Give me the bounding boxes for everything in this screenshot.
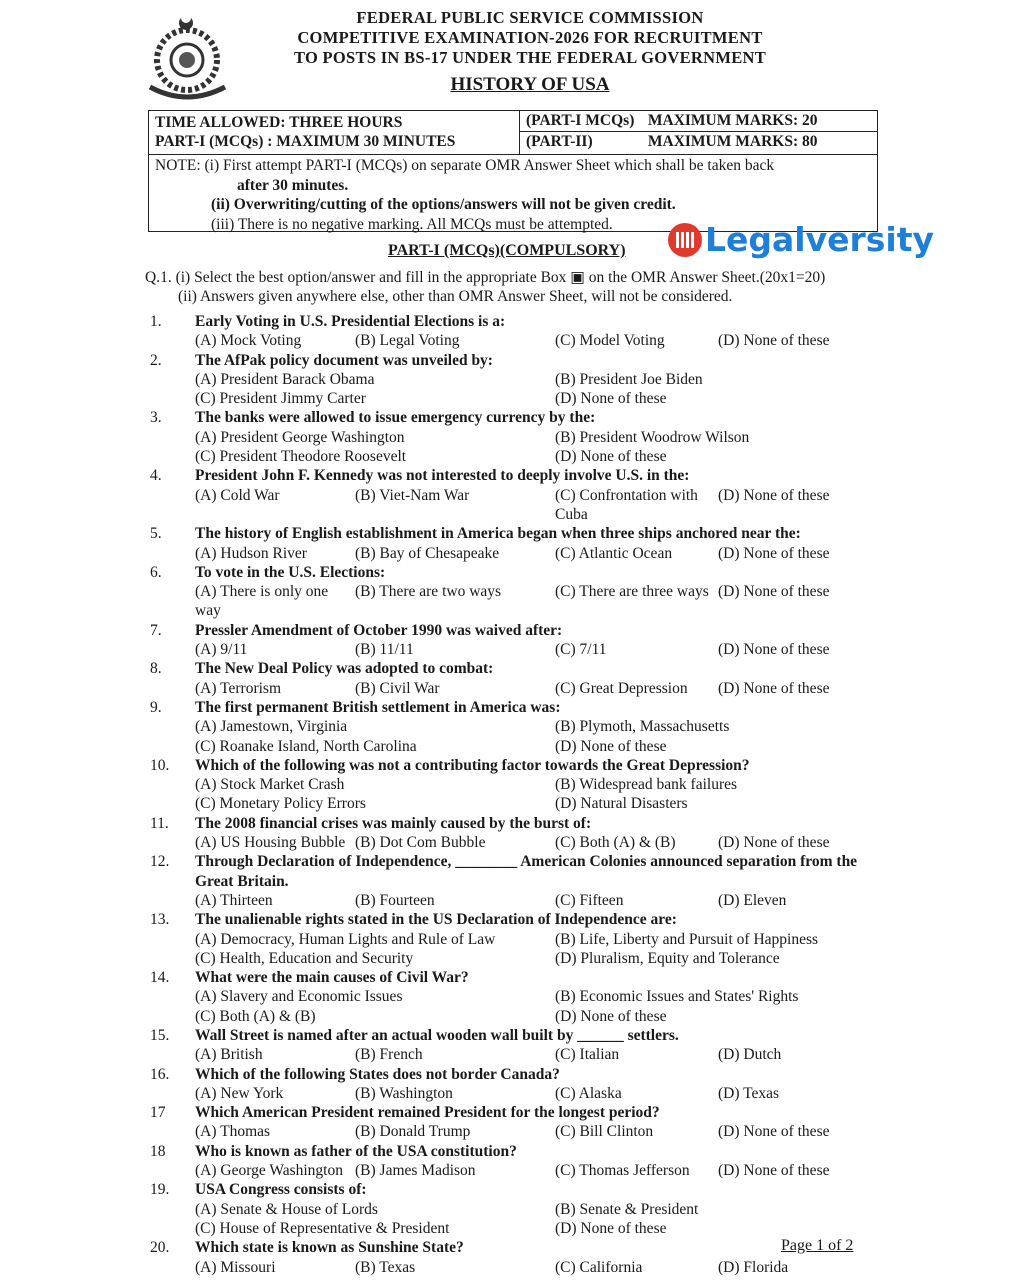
part1-marks: MAXIMUM MARKS: 20 — [647, 112, 818, 129]
question-body — [195, 351, 880, 409]
question-item — [150, 1065, 880, 1104]
question-item — [150, 756, 880, 814]
option-d: (D) Pluralism, Equity and Tolerance — [555, 949, 780, 967]
note-i-cont: after 30 minutes. — [237, 176, 349, 194]
option-c: (C) Model Voting — [555, 332, 665, 350]
question-number: 9. — [150, 698, 162, 716]
option-d: (D) None of these — [718, 1162, 830, 1180]
option-d: (D) None of these — [718, 332, 830, 350]
instructions — [145, 268, 885, 306]
option-b: (B) Widespread bank failures — [555, 776, 738, 794]
question-body — [195, 524, 880, 563]
question-text: The history of English establishment in America began when three ships anchored near the: — [195, 525, 801, 543]
options — [195, 486, 880, 525]
option-b: (B) Fourteen — [355, 891, 435, 909]
options — [195, 679, 880, 698]
question-body — [195, 698, 880, 756]
fpsc-seal-logo — [135, 12, 240, 102]
question-text: The first permanent British settlement in America was: — [195, 698, 561, 716]
question-number: 19. — [150, 1181, 170, 1199]
option-a: (A) There is only one way — [195, 583, 329, 620]
option-b: (B) 11/11 — [355, 641, 414, 659]
option-d: (D) None of these — [718, 834, 830, 852]
question-text: Through Declaration of Independence, ________ American Colonies announced separation from the Great Britain. — [195, 853, 858, 890]
option-c: (C) Fifteen — [555, 891, 624, 909]
option-d: (D) None of these — [555, 1007, 667, 1025]
courthouse-icon — [668, 223, 702, 257]
legalversity-watermark — [668, 220, 934, 259]
question-number: 14. — [150, 969, 170, 987]
question-text: Which American President remained President for the longest period? — [195, 1104, 660, 1122]
options — [195, 775, 880, 814]
option-c: (C) Italian — [555, 1046, 620, 1064]
instruction-ii: (ii) Answers given anywhere else, other than OMR Answer Sheet, will not be considered. — [178, 288, 733, 305]
option-a: (A) Slavery and Economic Issues — [195, 988, 403, 1006]
options — [195, 331, 880, 350]
question-text: Which of the following was not a contributing factor towards the Great Depression? — [195, 756, 750, 774]
question-body — [195, 312, 880, 351]
options — [195, 370, 880, 409]
part2-marks-row — [520, 132, 877, 152]
option-d: (D) None of these — [718, 486, 830, 504]
options — [195, 1200, 880, 1239]
option-b: (B) James Madison — [355, 1162, 476, 1180]
question-item — [150, 621, 880, 660]
question-text: The 2008 financial crises was mainly caused by the burst of: — [195, 814, 592, 832]
options — [195, 1258, 880, 1277]
question-text: The AfPak policy document was unveiled by: — [195, 351, 493, 369]
option-a: (A) US Housing Bubble — [195, 834, 346, 852]
option-d: (D) None of these — [718, 1123, 830, 1141]
question-text: What were the main causes of Civil War? — [195, 969, 469, 987]
question-body — [195, 621, 880, 660]
part2-marks: MAXIMUM MARKS: 80 — [647, 133, 818, 150]
question-body — [195, 910, 880, 968]
header-line-2: COMPETITIVE EXAMINATION-2026 FOR RECRUITMENT — [297, 28, 763, 47]
question-body — [195, 968, 880, 1026]
option-a: (A) Democracy, Human Lights and Rule of Law — [195, 930, 496, 948]
options — [195, 582, 880, 621]
option-c: (C) California — [555, 1258, 643, 1276]
option-d: (D) None of these — [555, 390, 667, 408]
question-body — [195, 408, 880, 466]
option-a: (A) Hudson River — [195, 544, 307, 562]
question-body — [195, 466, 880, 524]
part1-marks-row — [520, 111, 877, 132]
question-text: Who is known as father of the USA constitution? — [195, 1142, 517, 1160]
question-item — [150, 408, 880, 466]
options — [195, 1045, 880, 1064]
question-text: Early Voting in U.S. Presidential Elections is a: — [195, 313, 506, 330]
question-item — [150, 466, 880, 524]
question-body — [195, 1103, 880, 1142]
subject-title-text: HISTORY OF USA — [450, 74, 610, 95]
question-item — [150, 852, 880, 910]
question-number: 11. — [150, 814, 169, 832]
question-text: The banks were allowed to issue emergency currency by the: — [195, 409, 596, 427]
options — [195, 987, 880, 1026]
question-text: Pressler Amendment of October 1990 was waived after: — [195, 621, 563, 639]
option-c: (C) Both (A) & (B) — [195, 1007, 316, 1025]
option-b: (B) Legal Voting — [355, 332, 460, 350]
question-body — [195, 814, 880, 853]
option-a: (A) Cold War — [195, 486, 280, 504]
question-list — [150, 312, 880, 1277]
option-a: (A) 9/11 — [195, 641, 248, 659]
options — [195, 544, 880, 563]
options — [195, 1161, 880, 1180]
question-number: 18 — [150, 1142, 166, 1160]
option-c: (C) Monetary Policy Errors — [195, 795, 366, 813]
question-item — [150, 1103, 880, 1142]
question-text: USA Congress consists of: — [195, 1181, 367, 1199]
option-b: (B) Dot Com Bubble — [355, 834, 486, 852]
part1-label: (PART-I MCQs) — [526, 112, 635, 129]
options — [195, 1084, 880, 1103]
option-a: (A) British — [195, 1046, 263, 1064]
option-c: (C) 7/11 — [555, 641, 607, 659]
option-c: (C) Confrontation with Cuba — [555, 486, 698, 523]
option-b: (B) Washington — [355, 1084, 453, 1102]
options — [195, 930, 880, 969]
question-number: 12. — [150, 853, 170, 871]
question-number: 8. — [150, 660, 162, 678]
question-text: The New Deal Policy was adopted to combat: — [195, 660, 494, 678]
question-number: 3. — [150, 409, 162, 427]
question-body — [195, 1065, 880, 1104]
question-number: 7. — [150, 621, 162, 639]
question-body — [195, 1142, 880, 1181]
option-c: (C) Atlantic Ocean — [555, 544, 673, 562]
question-number: 6. — [150, 563, 162, 581]
question-text: President John F. Kennedy was not interested to deeply involve U.S. in the: — [195, 467, 690, 485]
option-b: (B) President Woodrow Wilson — [555, 428, 750, 446]
question-item — [150, 351, 880, 409]
option-d: (D) None of these — [555, 448, 667, 466]
question-body — [195, 1026, 880, 1065]
question-item — [150, 659, 880, 698]
option-d: (D) None of these — [718, 583, 830, 601]
options — [195, 891, 880, 910]
subject-title — [250, 74, 810, 96]
question-item — [150, 312, 880, 351]
time-allowed: TIME ALLOWED: THREE HOURS — [155, 114, 403, 131]
exam-info-box — [148, 110, 878, 232]
option-c: (C) Great Depression — [555, 679, 688, 697]
option-d: (D) Florida — [718, 1258, 789, 1276]
option-b: (B) Bay of Chesapeake — [355, 544, 500, 562]
option-b: (B) There are two ways — [355, 583, 502, 601]
question-text: Which of the following States does not border Canada? — [195, 1065, 560, 1083]
question-number: 4. — [150, 467, 162, 485]
option-a: (A) Terrorism — [195, 679, 282, 697]
option-b: (B) French — [355, 1046, 423, 1064]
question-number: 16. — [150, 1065, 170, 1083]
question-number: 10. — [150, 756, 170, 774]
option-a: (A) Thirteen — [195, 891, 273, 909]
question-body — [195, 659, 880, 698]
option-c: (C) Thomas Jefferson — [555, 1162, 690, 1180]
question-item — [150, 1026, 880, 1065]
question-number: 15. — [150, 1026, 170, 1044]
option-c: (C) Bill Clinton — [555, 1123, 654, 1141]
option-d: (D) None of these — [555, 1219, 667, 1237]
question-item — [150, 910, 880, 968]
option-d: (D) Texas — [718, 1084, 780, 1102]
option-c: (C) President Theodore Roosevelt — [195, 448, 407, 466]
part-title: PART-I (MCQs)(COMPULSORY) — [388, 242, 626, 259]
option-d: (D) None of these — [718, 641, 830, 659]
question-item — [150, 968, 880, 1026]
option-a: (A) Thomas — [195, 1123, 271, 1141]
header-line-1: FEDERAL PUBLIC SERVICE COMMISSION — [356, 8, 704, 27]
option-c: (C) House of Representative & President — [195, 1219, 450, 1237]
question-body — [195, 756, 880, 814]
question-body — [195, 852, 880, 910]
option-a: (A) Stock Market Crash — [195, 776, 345, 794]
options — [195, 717, 880, 756]
question-body — [195, 1238, 880, 1277]
question-item — [150, 698, 880, 756]
question-number: 1. — [150, 313, 162, 330]
option-b: (B) Viet-Nam War — [355, 486, 470, 504]
question-body — [195, 1180, 880, 1238]
page-number: Page 1 of 2 — [781, 1237, 854, 1254]
option-d: (D) None of these — [718, 544, 830, 562]
note-i: NOTE: (i) First attempt PART-I (MCQs) on separate OMR Answer Sheet which shall be taken back — [155, 157, 775, 174]
note-iii: (iii) There is no negative marking. All MCQs must be attempted. — [211, 215, 613, 233]
option-a: (A) Missouri — [195, 1258, 276, 1276]
question-text: Which state is known as Sunshine State? — [195, 1239, 464, 1257]
option-b: (B) Donald Trump — [355, 1123, 471, 1141]
option-b: (B) Plymoth, Massachusetts — [555, 718, 730, 736]
question-item — [150, 1238, 880, 1277]
option-c: (C) Both (A) & (B) — [555, 834, 676, 852]
question-text: The unalienable rights stated in the US Declaration of Independence are: — [195, 911, 677, 929]
option-b: (B) Civil War — [355, 679, 440, 697]
option-a: (A) New York — [195, 1084, 284, 1102]
option-b: (B) Life, Liberty and Pursuit of Happiness — [555, 930, 819, 948]
options — [195, 428, 880, 467]
option-b: (B) Economic Issues and States' Rights — [555, 988, 799, 1006]
option-d: (D) None of these — [718, 679, 830, 697]
question-item — [150, 1180, 880, 1238]
question-item — [150, 524, 880, 563]
option-a: (A) Mock Voting — [195, 332, 302, 350]
option-b: (B) President Joe Biden — [555, 370, 703, 388]
question-number: 13. — [150, 911, 170, 929]
question-text: Wall Street is named after an actual wooden wall built by ______ settlers. — [195, 1026, 679, 1044]
option-d: (D) Eleven — [718, 891, 787, 909]
watermark-text: Legalversity — [705, 220, 935, 259]
options — [195, 1122, 880, 1141]
option-a: (A) George Washington — [195, 1162, 343, 1180]
part2-label: (PART-II) — [526, 133, 593, 150]
option-c: (C) President Jimmy Carter — [195, 390, 366, 408]
options — [195, 640, 880, 659]
options — [195, 833, 880, 852]
option-a: (A) Senate & House of Lords — [195, 1200, 378, 1218]
option-d: (D) Natural Disasters — [555, 795, 688, 813]
question-item — [150, 1142, 880, 1181]
question-item — [150, 563, 880, 621]
option-a: (A) President Barack Obama — [195, 370, 375, 388]
option-b: (B) Senate & President — [555, 1200, 699, 1218]
question-number: 20. — [150, 1239, 170, 1257]
option-c: (C) There are three ways — [555, 583, 709, 601]
question-number: 2. — [150, 351, 162, 369]
option-a: (A) President George Washington — [195, 428, 405, 446]
note-ii: (ii) Overwriting/cutting of the options/answers will not be given credit. — [211, 196, 676, 213]
question-item — [150, 814, 880, 853]
option-c: (C) Health, Education and Security — [195, 949, 414, 967]
option-d: (D) Dutch — [718, 1046, 782, 1064]
question-number: 5. — [150, 525, 162, 543]
option-d: (D) None of these — [555, 737, 667, 755]
option-c: (C) Alaska — [555, 1084, 622, 1102]
question-body — [195, 563, 880, 621]
option-b: (B) Texas — [355, 1258, 416, 1276]
question-text: To vote in the U.S. Elections: — [195, 563, 386, 581]
instruction-i: Q.1. (i) Select the best option/answer and fill in the appropriate Box ▣ on the OMR Answer Sheet.(20x1=20) — [145, 269, 826, 286]
option-a: (A) Jamestown, Virginia — [195, 718, 348, 736]
part1-time: PART-I (MCQs) : MAXIMUM 30 MINUTES — [155, 133, 456, 150]
header-line-3: TO POSTS IN BS-17 UNDER THE FEDERAL GOVERNMENT — [293, 48, 767, 67]
question-number: 17 — [150, 1104, 166, 1122]
option-c: (C) Roanake Island, North Carolina — [195, 737, 417, 755]
